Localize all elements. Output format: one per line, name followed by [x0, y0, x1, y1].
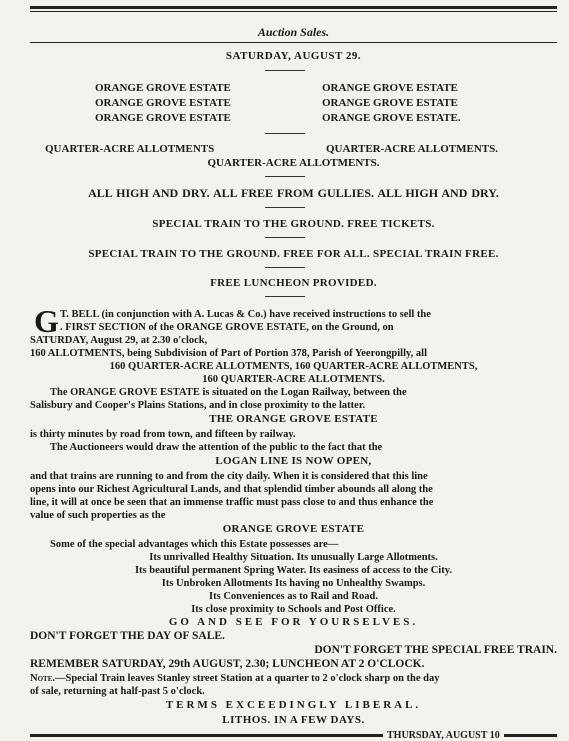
estate-heading: THE ORANGE GROVE ESTATE — [209, 413, 378, 425]
body-line: value of such properties as the — [30, 510, 166, 521]
separator — [265, 176, 305, 177]
separator — [265, 70, 305, 71]
body-line: Salisbury and Cooper's Plains Stations, and in close proximity to the latter. — [30, 400, 366, 411]
estate-heading-2: ORANGE GROVE ESTATE — [222, 523, 365, 535]
separator — [265, 237, 305, 238]
body-line: is thirty minutes by road from town, and fifteen by railway. — [30, 429, 296, 440]
body-line: 160 ALLOTMENTS, being Subdivision of Part of Portion 378, Parish of Yeerongpilly, all — [30, 348, 428, 359]
logan-line-heading: LOGAN LINE IS NOW OPEN, — [215, 455, 372, 467]
go-and-see-line: GO AND SEE FOR YOURSELVES. — [168, 616, 419, 628]
date-line: SATURDAY, AUGUST 29. — [225, 50, 362, 62]
body-line: 160 QUARTER-ACRE ALLOTMENTS. — [202, 374, 385, 385]
drop-cap: G — [34, 303, 59, 339]
separator — [265, 207, 305, 208]
estate-left-2: ORANGE GROVE ESTATE — [95, 97, 231, 109]
quarter-acre-center: QUARTER-ACRE ALLOTMENTS. — [207, 157, 380, 169]
body-line: Some of the special advantages which this Estate possesses are— — [50, 539, 339, 550]
lithos-line: LITHOS. IN A FEW DAYS. — [222, 714, 365, 726]
advantage-line: Its unrivalled Healthy Situation. Its unusually Large Allotments. — [149, 552, 438, 563]
body-line: The ORANGE GROVE ESTATE is situated on the Logan Railway, between the — [50, 387, 407, 398]
body-line: SATURDAY, August 29, at 2.30 o'clock, — [30, 335, 208, 346]
quarter-acre-right: QUARTER-ACRE ALLOTMENTS. — [326, 143, 498, 155]
estate-left-3: ORANGE GROVE ESTATE — [95, 112, 231, 124]
top-rule — [30, 6, 557, 9]
advantage-line: Its Unbroken Allotments Its having no Unhealthy Swamps. — [161, 578, 426, 589]
note-label: Note. — [30, 673, 55, 684]
body-line: and that trains are running to and from the city daily. When it is considered that this line — [30, 471, 428, 482]
body-line: The Auctioneers would draw the attention of the public to the fact that the — [50, 442, 383, 453]
estate-right-2: ORANGE GROVE ESTATE — [322, 97, 458, 109]
remember-line: REMEMBER SATURDAY, 29th AUGUST, 2.30; LUNCHEON AT 2 O'CLOCK. — [30, 658, 425, 670]
advantage-line: Its close proximity to Schools and Post Office. — [191, 604, 396, 615]
note-line-2: of sale, returning at half-past 5 o'clock. — [30, 686, 205, 697]
estate-right-1: ORANGE GROVE ESTATE — [322, 82, 458, 94]
separator — [265, 133, 305, 134]
special-train-free-line: SPECIAL TRAIN TO THE GROUND. FREE FOR ALL. SPECIAL TRAIN FREE. — [88, 248, 499, 260]
estate-left-1: ORANGE GROVE ESTATE — [95, 82, 231, 94]
advantage-line: Its Conveniences as to Rail and Road. — [209, 591, 378, 602]
body-line: line, it will at once be seen that an immense traffic must pass close to and thus enhance the — [30, 497, 434, 508]
section-heading: Auction Sales. — [257, 25, 330, 39]
advantage-line: Its beautiful permanent Spring Water. Its easiness of access to the City. — [134, 565, 453, 576]
separator — [265, 296, 305, 297]
high-and-dry-line: ALL HIGH AND DRY. ALL FREE FROM GULLIES. ALL HIGH AND DRY. — [88, 186, 499, 200]
body-line: opens into our Richest Agricultural Lands, and that splendid timber abounds all along the — [30, 484, 433, 495]
note-line — [30, 672, 557, 685]
dont-forget-day: DON'T FORGET THE DAY OF SALE. — [30, 630, 225, 642]
heading-rule — [30, 42, 557, 43]
note-text: —Special Train leaves Stanley street Station at a quarter to 2 o'clock sharp on the day — [55, 673, 440, 684]
estate-right-3: ORANGE GROVE ESTATE. — [322, 112, 461, 124]
special-train-line: SPECIAL TRAIN TO THE GROUND. FREE TICKETS. — [152, 218, 435, 230]
body-line: T. BELL (in conjunction with A. Lucas & Co.) have received instructions to sell the — [60, 309, 431, 320]
terms-line: TERMS EXCEEDINGLY LIBERAL. — [165, 699, 422, 711]
quarter-acre-left: QUARTER-ACRE ALLOTMENTS — [45, 143, 215, 155]
separator — [265, 267, 305, 268]
top-rule-thin — [30, 11, 557, 12]
luncheon-line: FREE LUNCHEON PROVIDED. — [210, 277, 377, 289]
dont-forget-train: DON'T FORGET THE SPECIAL FREE TRAIN. — [314, 644, 557, 656]
body-line: 160 QUARTER-ACRE ALLOTMENTS, 160 QUARTER-ACRE ALLOTMENTS, — [109, 361, 478, 372]
body-line: . FIRST SECTION of the ORANGE GROVE ESTATE, on the Ground, on — [60, 322, 394, 333]
footer-fragment: THURSDAY, AUGUST 10 — [383, 730, 504, 741]
